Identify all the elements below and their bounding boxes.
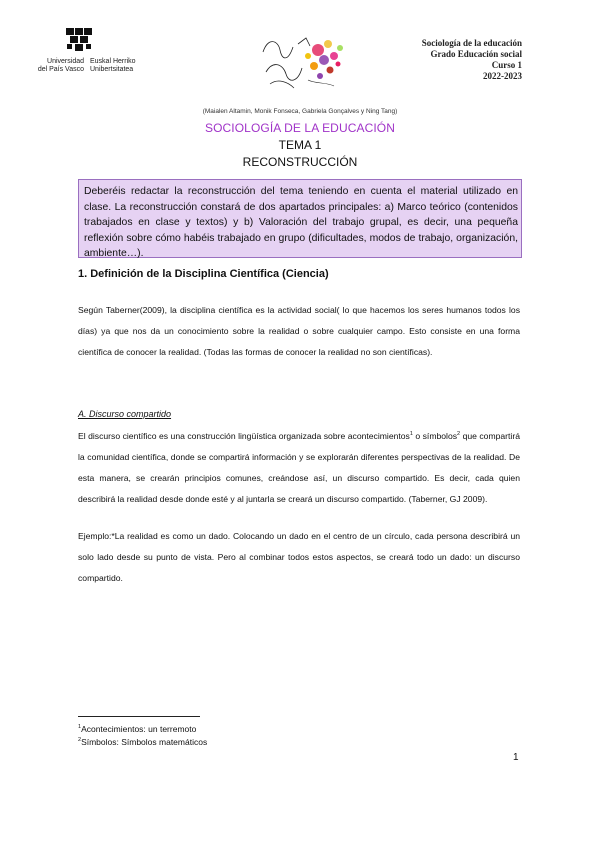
university-logo (20, 26, 150, 80)
decorative-doodle-image (258, 32, 348, 92)
footnote-ref-1: 1 (409, 431, 413, 438)
topic-title: TEMA 1 (278, 138, 322, 152)
footnote-1: $^1$Acontecimientos: un terremoto (78, 724, 197, 734)
section-heading: 1. Definición de la Disciplina Científica (Ciencia) (78, 268, 329, 280)
university-name-es: Universidad del País Vasco (37, 58, 84, 73)
paragraph-discourse: El discurso científico es una construcción lingüística organizada sobre acontecimientos$^1$ o símbolos$^2$ que compartirá la comunidad científica, donde se compartirá información y se explorarán diferentes perspectivas de la realidad. De esta manera, se crearán principios comunes, creándose así, un discurso compartido. Es decir, cada quien describirá la realidad desde donde esté y al juntarla se creará un discurso compartido. (Taberner, GJ 2009). (78, 431, 520, 504)
university-emblem-icon (64, 26, 94, 52)
page-number: 1 (513, 752, 519, 763)
authors-line: (Maialen Altamin, Monik Fonseca, Gabriela Gonçalves y Ning Tang) (202, 108, 398, 115)
instruction-box: Deberéis redactar la reconstrucción del tema teniendo en cuenta el material utilizado en clase. La reconstrucción constará de dos apartados principales: a) Marco teórico (contenidos trabajados en clase y textos) y b) Valoración del trabajo grupal, es decir, una pequeña reflexión sobre cómo habéis trabajado en grupo (dificultades, modos de trabajo, organización, ambiente…). (78, 179, 522, 258)
course-info (422, 38, 522, 82)
footnote-2: $^2$Símbolos: Símbolos matemáticos (78, 737, 208, 747)
subject-name: Sociología de la educación (421, 38, 522, 48)
paragraph-example: Ejemplo:*La realidad es como un dado. Colocando un dado en el centro de un círculo, cada persona describirá un solo lado desde su punto de vista. Pero al combinar todos estos aspectos, se creará todo un dado: un discurso compartido. (78, 531, 520, 583)
degree-name: Grado Educación social (430, 49, 522, 59)
footnote-divider (78, 716, 200, 717)
footnote-ref-2: 2 (457, 431, 461, 438)
page-title: SOCIOLOGÍA DE LA EDUCACIÓN (205, 121, 395, 135)
subtitle: RECONSTRUCCIÓN (242, 155, 358, 169)
university-name-eu: Euskal Herriko Unibertsitatea (90, 58, 136, 73)
course-year: Curso 1 (491, 60, 522, 70)
paragraph-definition: Según Taberner(2009), la disciplina científica es la actividad social( lo que hacemos los seres humanos todos los días) ya que nos da un conocimiento sobre la realidad o sobre cualquier campo. Esto consiste en una forma científica de conocer la realidad. (Todas las formas de conocer la realidad no son científicas). (78, 305, 520, 357)
academic-year: 2022-2023 (483, 71, 522, 81)
subsection-heading: A. Discurso compartido (78, 409, 172, 419)
